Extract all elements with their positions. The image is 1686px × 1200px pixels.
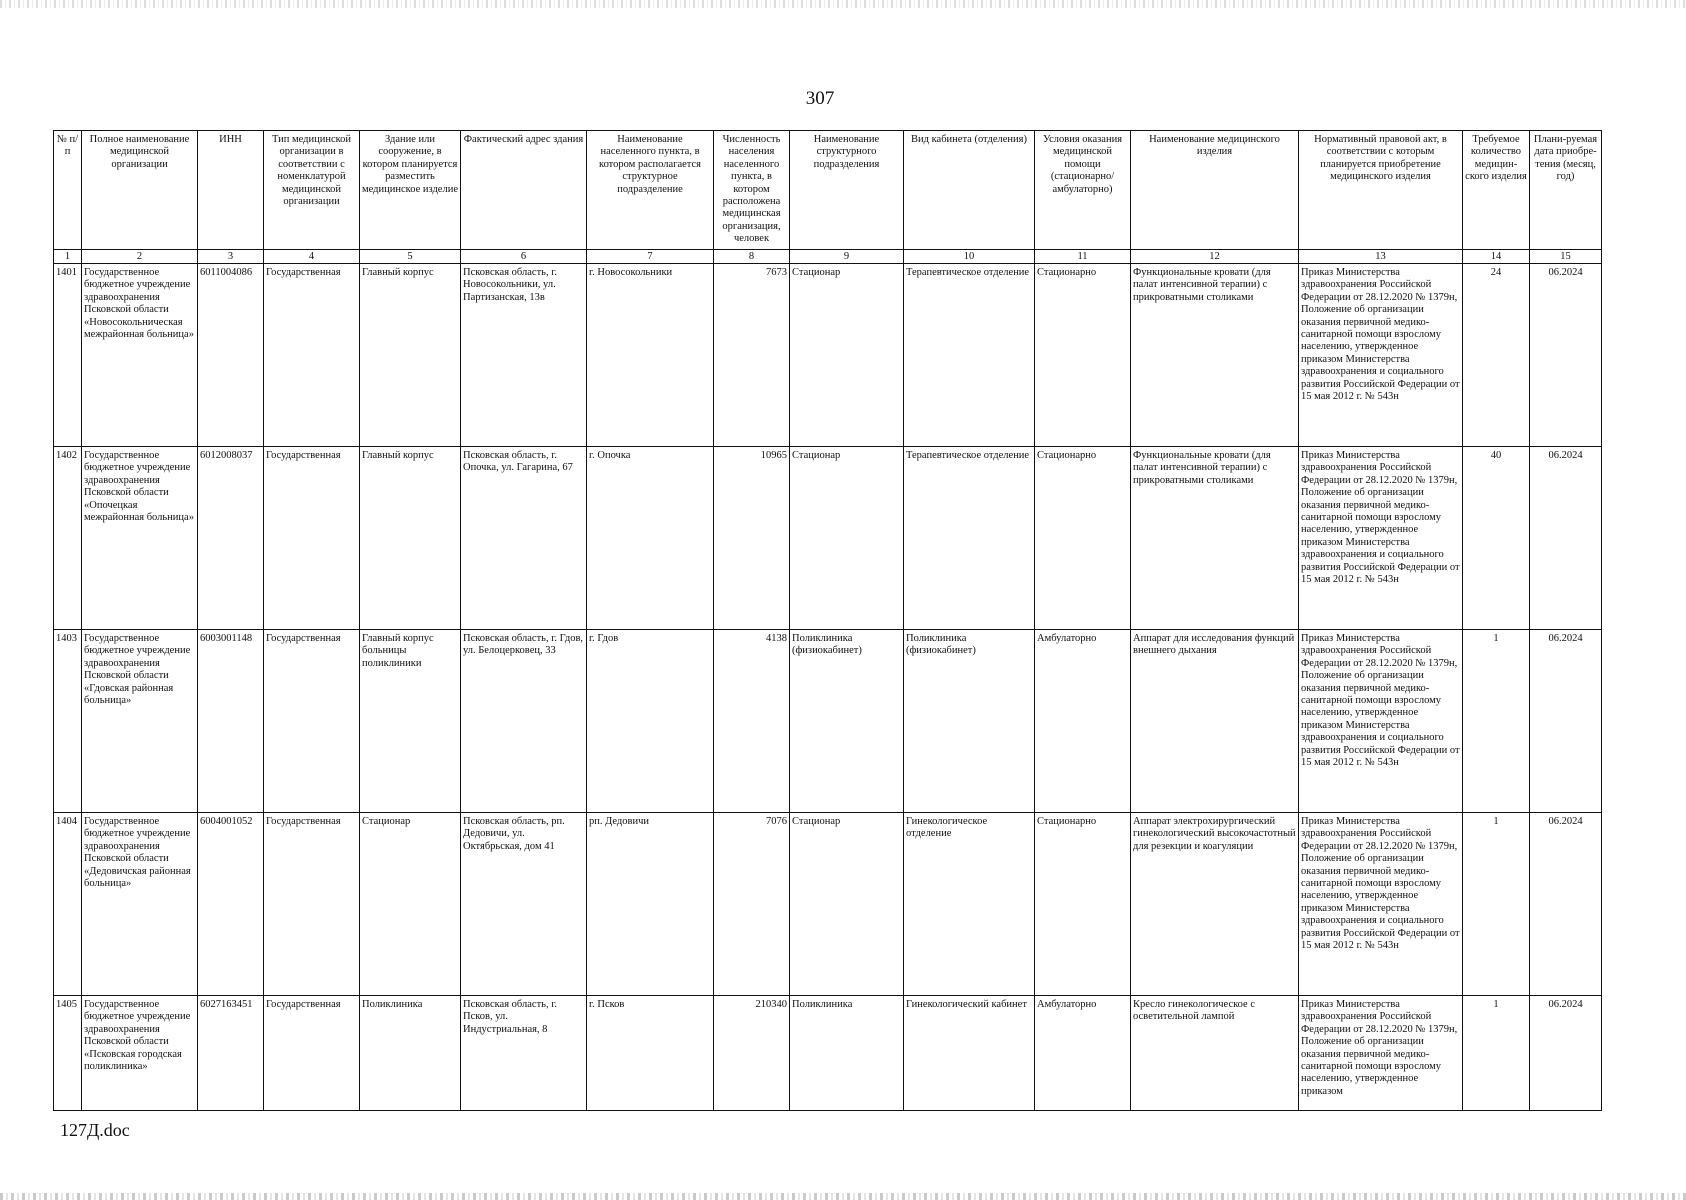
device-name: Аппарат электрохирургический гинекологический высокочастотный для резекции и коагуляции — [1131, 813, 1299, 996]
row-number: 1403 — [54, 630, 82, 813]
division: Стационар — [790, 447, 904, 630]
device-name: Функциональные кровати (для палат интенсивной терапии) с прикроватными столиками — [1131, 447, 1299, 630]
device-name: Аппарат для исследования функций внешнего дыхания — [1131, 630, 1299, 813]
column-number: 12 — [1131, 250, 1299, 264]
column-number: 6 — [461, 250, 587, 264]
column-header: Наименование структурного подразделения — [790, 131, 904, 250]
organization-name: Государственное бюджетное учреждение здравоохранения Псковской области «Новосокольническая межрайонная больница» — [82, 264, 198, 447]
organization-name: Государственное бюджетное учреждение здравоохранения Псковской области «Дедовичская районная больница» — [82, 813, 198, 996]
column-number: 5 — [360, 250, 461, 264]
building: Главный корпус — [360, 264, 461, 447]
care-conditions: Амбулаторно — [1035, 996, 1131, 1111]
purchase-date: 06.2024 — [1530, 264, 1602, 447]
address: Псковская область, г. Опочка, ул. Гагарина, 67 — [461, 447, 587, 630]
column-number: 2 — [82, 250, 198, 264]
column-number: 13 — [1299, 250, 1463, 264]
purchase-date: 06.2024 — [1530, 630, 1602, 813]
organization-name: Государственное бюджетное учреждение здравоохранения Псковской области «Псковская городская поликлиника» — [82, 996, 198, 1111]
column-number: 3 — [198, 250, 264, 264]
table-row — [54, 630, 1602, 813]
column-header: Тип медицинской организации в соответствии с номенклатурой медицинской организации — [264, 131, 360, 250]
column-number: 10 — [904, 250, 1035, 264]
inn: 6011004086 — [198, 264, 264, 447]
organization-name: Государственное бюджетное учреждение здравоохранения Псковской области «Опочецкая межрайонная больница» — [82, 447, 198, 630]
purchase-date: 06.2024 — [1530, 447, 1602, 630]
organization-type: Государственная — [264, 813, 360, 996]
cabinet-type: Терапевтическое отделение — [904, 447, 1035, 630]
column-number: 9 — [790, 250, 904, 264]
row-number: 1401 — [54, 264, 82, 447]
locality: г. Новосокольники — [587, 264, 714, 447]
population: 210340 — [714, 996, 790, 1111]
column-number: 15 — [1530, 250, 1602, 264]
column-number: 11 — [1035, 250, 1131, 264]
cabinet-type: Гинекологическое отделение — [904, 813, 1035, 996]
row-number: 1404 — [54, 813, 82, 996]
column-header: Наименование населенного пункта, в котором располагается структурное подразделение — [587, 131, 714, 250]
address: Псковская область, г. Псков, ул. Индустриальная, 8 — [461, 996, 587, 1111]
population: 7076 — [714, 813, 790, 996]
table-row — [54, 813, 1602, 996]
column-header: Фактический адрес здания — [461, 131, 587, 250]
inn: 6004001052 — [198, 813, 264, 996]
document-filename: 127Д.doc — [60, 1120, 130, 1140]
care-conditions: Амбулаторно — [1035, 630, 1131, 813]
row-number: 1402 — [54, 447, 82, 630]
population: 10965 — [714, 447, 790, 630]
column-header: Плани-руемая дата приобре-тения (месяц, год) — [1530, 131, 1602, 250]
division: Стационар — [790, 813, 904, 996]
scan-edge-top — [0, 0, 1686, 8]
division: Стационар — [790, 264, 904, 447]
column-header: Численность населения населенного пункта, в котором расположена медицинская организация, человек — [714, 131, 790, 250]
building: Главный корпус — [360, 447, 461, 630]
quantity: 1 — [1463, 996, 1530, 1111]
column-number: 1 — [54, 250, 82, 264]
column-header: Полное наименование медицинской организации — [82, 131, 198, 250]
column-header: ИНН — [198, 131, 264, 250]
column-number: 7 — [587, 250, 714, 264]
inn: 6003001148 — [198, 630, 264, 813]
table-row — [54, 447, 1602, 630]
column-number: 14 — [1463, 250, 1530, 264]
legal-act: Приказ Министерства здравоохранения Российской Федерации от 28.12.2020 № 1379н, Положение об организации оказания первичной медико-санитарной помощи взрослому населению, утвержденное приказом Министерства здравоохранения и социального развития Российской Федерации от 15 мая 2012 г. № 543н — [1299, 264, 1463, 447]
cabinet-type: Терапевтическое отделение — [904, 264, 1035, 447]
column-header: № п/п — [54, 131, 82, 250]
population: 4138 — [714, 630, 790, 813]
care-conditions: Стационарно — [1035, 813, 1131, 996]
column-header: Нормативный правовой акт, в соответствии с которым планируется приобретение медицинского изделия — [1299, 131, 1463, 250]
table-row — [54, 264, 1602, 447]
device-name: Кресло гинекологическое с осветительной лампой — [1131, 996, 1299, 1111]
column-numbering-row — [54, 250, 1602, 264]
organization-name: Государственное бюджетное учреждение здравоохранения Псковской области «Гдовская районная больница» — [82, 630, 198, 813]
organization-type: Государственная — [264, 630, 360, 813]
building: Поликлиника — [360, 996, 461, 1111]
column-number: 8 — [714, 250, 790, 264]
scan-edge-bottom — [0, 1193, 1686, 1200]
cabinet-type: Гинекологический кабинет — [904, 996, 1035, 1111]
row-number: 1405 — [54, 996, 82, 1111]
purchase-date: 06.2024 — [1530, 996, 1602, 1111]
device-name: Функциональные кровати (для палат интенсивной терапии) с прикроватными столиками — [1131, 264, 1299, 447]
quantity: 1 — [1463, 813, 1530, 996]
legal-act: Приказ Министерства здравоохранения Российской Федерации от 28.12.2020 № 1379н, Положение об организации оказания первичной медико-санитарной помощи взрослому населению, утвержденное приказом Министерства здравоохранения и социального развития Российской Федерации от 15 мая 2012 г. № 543н — [1299, 813, 1463, 996]
division: Поликлиника — [790, 996, 904, 1111]
inn: 6027163451 — [198, 996, 264, 1111]
quantity: 1 — [1463, 630, 1530, 813]
locality: г. Псков — [587, 996, 714, 1111]
building: Стационар — [360, 813, 461, 996]
address: Псковская область, рп. Дедовичи, ул. Октябрьская, дом 41 — [461, 813, 587, 996]
purchase-date: 06.2024 — [1530, 813, 1602, 996]
population: 7673 — [714, 264, 790, 447]
column-header: Требуемое количество медицин-ского изделия — [1463, 131, 1530, 250]
care-conditions: Стационарно — [1035, 264, 1131, 447]
cabinet-type: Поликлиника (физиокабинет) — [904, 630, 1035, 813]
table-header-row — [54, 131, 1602, 250]
division: Поликлиника (физиокабинет) — [790, 630, 904, 813]
quantity: 40 — [1463, 447, 1530, 630]
column-header: Вид кабинета (отделения) — [904, 131, 1035, 250]
building: Главный корпус больницы поликлиники — [360, 630, 461, 813]
locality: г. Опочка — [587, 447, 714, 630]
medical-equipment-table — [53, 130, 1602, 1111]
address: Псковская область, г. Новосокольники, ул. Партизанская, 13в — [461, 264, 587, 447]
locality: рп. Дедовичи — [587, 813, 714, 996]
column-header: Здание или сооружение, в котором планируется разместить медицинское изделие — [360, 131, 461, 250]
column-header: Условия оказания медицинской помощи (стационарно/ амбулаторно) — [1035, 131, 1131, 250]
locality: г. Гдов — [587, 630, 714, 813]
organization-type: Государственная — [264, 447, 360, 630]
column-header: Наименование медицинского изделия — [1131, 131, 1299, 250]
address: Псковская область, г. Гдов, ул. Белоцерковец, 33 — [461, 630, 587, 813]
organization-type: Государственная — [264, 996, 360, 1111]
table-row — [54, 996, 1602, 1111]
organization-type: Государственная — [264, 264, 360, 447]
quantity: 24 — [1463, 264, 1530, 447]
legal-act: Приказ Министерства здравоохранения Российской Федерации от 28.12.2020 № 1379н, Положение об организации оказания первичной медико-санитарной помощи взрослому населению, утвержденное приказом Министерства здравоохранения и социального развития Российской Федерации от 15 мая 2012 г. № 543н — [1299, 447, 1463, 630]
legal-act: Приказ Министерства здравоохранения Российской Федерации от 28.12.2020 № 1379н, Положение об организации оказания первичной медико-санитарной помощи взрослому населению, утвержденное приказом — [1299, 996, 1463, 1111]
page-number: 307 — [805, 88, 835, 109]
legal-act: Приказ Министерства здравоохранения Российской Федерации от 28.12.2020 № 1379н, Положение об организации оказания первичной медико-санитарной помощи взрослому населению, утвержденное приказом Министерства здравоохранения и социального развития Российской Федерации от 15 мая 2012 г. № 543н — [1299, 630, 1463, 813]
care-conditions: Стационарно — [1035, 447, 1131, 630]
column-number: 4 — [264, 250, 360, 264]
inn: 6012008037 — [198, 447, 264, 630]
